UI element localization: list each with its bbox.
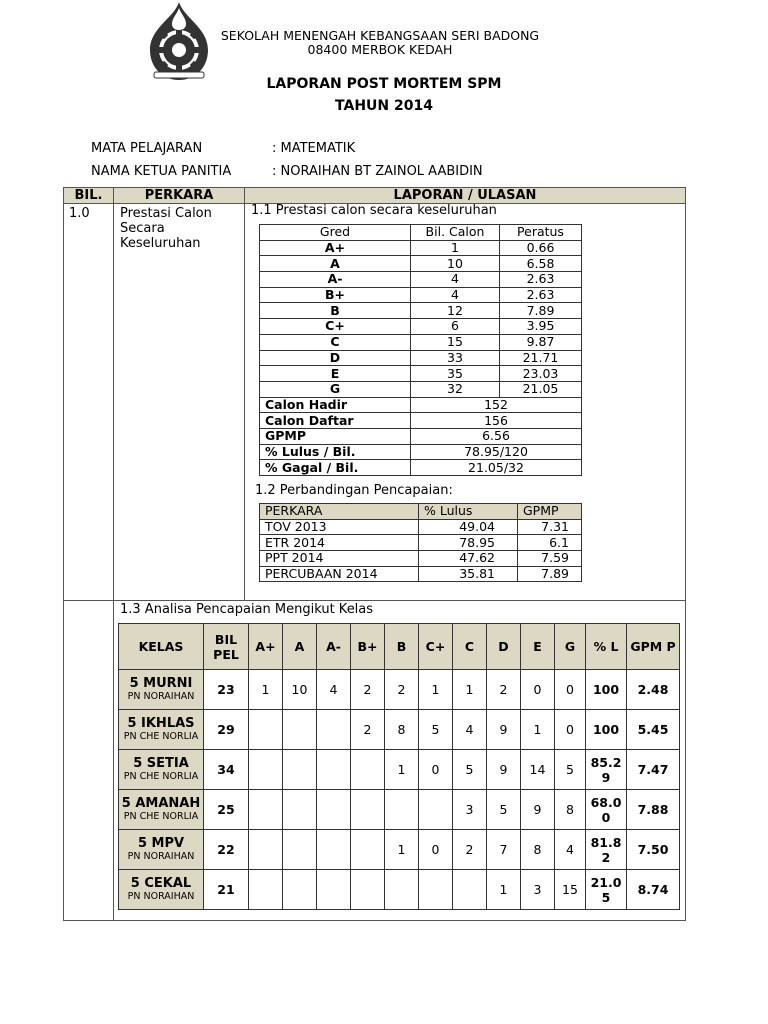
class-value-cell: 100 <box>586 670 627 710</box>
class-value-cell: 2 <box>351 710 385 750</box>
class-value-cell <box>385 870 419 910</box>
class-value-cell: 21.0 5 <box>586 870 627 910</box>
grade-row <box>260 303 582 319</box>
summary-row <box>260 397 582 413</box>
class-header-cell: D <box>487 624 521 670</box>
class-value-cell: 5 <box>487 790 521 830</box>
class-value-cell: 3 <box>453 790 487 830</box>
comparison-lulus: 49.04 <box>419 519 518 535</box>
class-value-cell: 7.50 <box>627 830 680 870</box>
class-value-cell: 4 <box>317 670 351 710</box>
class-value-cell: 1 <box>453 670 487 710</box>
class-value-cell <box>351 790 385 830</box>
class-row <box>119 790 680 830</box>
summary-value: 21.05/32 <box>411 460 582 476</box>
class-value-cell: 8 <box>555 790 586 830</box>
comparison-header-perkara: PERKARA <box>260 504 419 520</box>
section-1-3-heading: 1.3 Analisa Pencapaian Mengikut Kelas <box>120 602 374 617</box>
class-value-cell: 22 <box>204 830 249 870</box>
summary-row <box>260 428 582 444</box>
class-value-cell: 0 <box>555 670 586 710</box>
class-value-cell <box>283 790 317 830</box>
comparison-perkara: ETR 2014 <box>260 535 419 551</box>
class-value-cell: 7.47 <box>627 750 680 790</box>
grade-count-cell: 35 <box>411 366 500 382</box>
summary-label: % Gagal / Bil. <box>260 460 411 476</box>
subject-label: MATA PELAJARAN <box>91 141 203 156</box>
class-header-cell: B <box>385 624 419 670</box>
class-row <box>119 750 680 790</box>
grade-row <box>260 366 582 382</box>
summary-value: 152 <box>411 397 582 413</box>
class-value-cell: 5 <box>419 710 453 750</box>
class-teacher: PN CHE NORLIA <box>123 811 199 822</box>
grade-row <box>260 256 582 272</box>
class-value-cell: 0 <box>419 750 453 790</box>
grade-count-cell: 6 <box>411 319 500 335</box>
grade-table-header <box>260 225 582 241</box>
class-header-cell: E <box>521 624 555 670</box>
grade-count-cell: 33 <box>411 350 500 366</box>
class-value-cell: 7.88 <box>627 790 680 830</box>
class-value-cell <box>351 750 385 790</box>
grade-percent-cell: 21.05 <box>500 381 582 397</box>
class-value-cell <box>283 830 317 870</box>
class-value-cell <box>317 790 351 830</box>
comparison-row <box>260 551 582 567</box>
class-value-cell <box>419 870 453 910</box>
class-value-cell <box>351 830 385 870</box>
class-name: 5 IKHLAS <box>127 716 195 731</box>
class-value-cell: 1 <box>385 750 419 790</box>
class-value-cell: 5 <box>453 750 487 790</box>
grade-count-cell: 4 <box>411 287 500 303</box>
grade-row <box>260 350 582 366</box>
class-value-cell: 8 <box>521 830 555 870</box>
class-name-cell <box>119 750 204 790</box>
class-value-cell: 0 <box>521 670 555 710</box>
class-value-cell <box>317 870 351 910</box>
summary-value: 78.95/120 <box>411 444 582 460</box>
summary-row <box>260 413 582 429</box>
class-teacher: PN NORAIHAN <box>127 691 195 702</box>
class-value-cell <box>249 870 283 910</box>
grade-percent-cell: 23.03 <box>500 366 582 382</box>
grade-count-cell: 4 <box>411 272 500 288</box>
section-1-1-heading: 1.1 Prestasi calon secara keseluruhan <box>251 203 497 218</box>
grade-count-cell: 10 <box>411 256 500 272</box>
class-value-cell: 0 <box>555 710 586 750</box>
row1-perkara: Prestasi Calon Secara Keseluruhan <box>114 204 245 601</box>
grade-cell: G <box>260 381 411 397</box>
class-value-cell: 2.48 <box>627 670 680 710</box>
class-name: 5 SETIA <box>133 756 189 771</box>
class-value-cell: 68.0 0 <box>586 790 627 830</box>
class-value-cell: 1 <box>385 830 419 870</box>
comparison-perkara: TOV 2013 <box>260 519 419 535</box>
class-analysis-header-row <box>119 624 680 670</box>
class-value-cell: 21 <box>204 870 249 910</box>
class-value-cell: 1 <box>419 670 453 710</box>
class-name-cell <box>119 830 204 870</box>
class-value-cell: 29 <box>204 710 249 750</box>
summary-label: GPMP <box>260 428 411 444</box>
class-value-cell: 7 <box>487 830 521 870</box>
class-header-cell: B+ <box>351 624 385 670</box>
class-value-cell <box>453 870 487 910</box>
class-name-cell <box>119 870 204 910</box>
row1-bil: 1.0 <box>64 204 114 601</box>
grade-row <box>260 287 582 303</box>
class-name-cell <box>119 790 204 830</box>
class-value-cell <box>283 750 317 790</box>
grade-cell: C+ <box>260 319 411 335</box>
grade-percent-cell: 2.63 <box>500 287 582 303</box>
grade-distribution-table <box>259 224 582 476</box>
comparison-gpmp: 7.59 <box>518 551 582 567</box>
school-name: SEKOLAH MENENGAH KEBANGSAAN SERI BADONG <box>220 28 540 43</box>
comparison-row <box>260 566 582 582</box>
comparison-table <box>259 503 582 582</box>
class-row <box>119 670 680 710</box>
class-value-cell <box>249 750 283 790</box>
class-value-cell <box>385 790 419 830</box>
grade-count-cell: 15 <box>411 334 500 350</box>
class-teacher: PN CHE NORLIA <box>123 771 199 782</box>
class-name: 5 MURNI <box>129 676 193 691</box>
class-name: 5 MPV <box>137 836 185 851</box>
class-teacher: PN CHE NORLIA <box>123 731 199 742</box>
class-value-cell: 8 <box>385 710 419 750</box>
class-header-cell: GPM P <box>627 624 680 670</box>
class-value-cell: 3 <box>521 870 555 910</box>
section-1-2-heading: 1.2 Perbandingan Pencapaian: <box>255 483 453 498</box>
comparison-row <box>260 519 582 535</box>
grade-cell: C <box>260 334 411 350</box>
comparison-header-gpmp: GPMP <box>518 504 582 520</box>
main-header-row <box>64 188 686 204</box>
class-name: 5 CEKAL <box>130 876 192 891</box>
report-title: LAPORAN POST MORTEM SPM <box>266 76 502 92</box>
summary-label: Calon Hadir <box>260 397 411 413</box>
class-header-cell: C <box>453 624 487 670</box>
summary-label: Calon Daftar <box>260 413 411 429</box>
class-row <box>119 870 680 910</box>
grade-count-cell: 12 <box>411 303 500 319</box>
panel-head-value: : NORAIHAN BT ZAINOL AABIDIN <box>272 164 483 179</box>
comparison-lulus: 78.95 <box>419 535 518 551</box>
class-value-cell <box>283 870 317 910</box>
class-teacher: PN NORAIHAN <box>127 851 195 862</box>
class-value-cell: 2 <box>351 670 385 710</box>
class-value-cell: 4 <box>453 710 487 750</box>
grade-row <box>260 319 582 335</box>
class-name-cell <box>119 710 204 750</box>
class-value-cell: 34 <box>204 750 249 790</box>
grade-percent-cell: 6.58 <box>500 256 582 272</box>
class-header-cell: BIL PEL <box>204 624 249 670</box>
subject-value: : MATEMATIK <box>272 141 356 156</box>
grade-percent-cell: 0.66 <box>500 240 582 256</box>
class-value-cell: 2 <box>385 670 419 710</box>
summary-label: % Lulus / Bil. <box>260 444 411 460</box>
class-value-cell: 85.2 9 <box>586 750 627 790</box>
grade-cell: E <box>260 366 411 382</box>
grade-cell: B+ <box>260 287 411 303</box>
comparison-header-lulus: % Lulus <box>419 504 518 520</box>
class-value-cell: 9 <box>487 710 521 750</box>
class-value-cell: 23 <box>204 670 249 710</box>
class-name: 5 AMANAH <box>121 796 201 811</box>
grade-cell: A <box>260 256 411 272</box>
summary-value: 6.56 <box>411 428 582 444</box>
comparison-lulus: 47.62 <box>419 551 518 567</box>
class-value-cell: 100 <box>586 710 627 750</box>
col-laporan-header: LAPORAN / ULASAN <box>245 188 686 204</box>
grade-header-peratus: Peratus <box>500 225 582 241</box>
comparison-gpmp: 7.89 <box>518 566 582 582</box>
grade-cell: B <box>260 303 411 319</box>
class-value-cell <box>317 830 351 870</box>
class-value-cell: 1 <box>521 710 555 750</box>
summary-row <box>260 460 582 476</box>
comparison-gpmp: 7.31 <box>518 519 582 535</box>
class-value-cell: 15 <box>555 870 586 910</box>
school-address: 08400 MERBOK KEDAH <box>307 42 453 57</box>
class-row <box>119 830 680 870</box>
class-header-cell: C+ <box>419 624 453 670</box>
grade-percent-cell: 21.71 <box>500 350 582 366</box>
class-name-cell <box>119 670 204 710</box>
class-value-cell: 14 <box>521 750 555 790</box>
class-header-cell: A- <box>317 624 351 670</box>
grade-percent-cell: 7.89 <box>500 303 582 319</box>
class-value-cell: 5.45 <box>627 710 680 750</box>
row2-bil <box>64 601 114 921</box>
comparison-perkara: PERCUBAAN 2014 <box>260 566 419 582</box>
class-header-cell: A+ <box>249 624 283 670</box>
class-value-cell <box>317 750 351 790</box>
class-row <box>119 710 680 750</box>
comparison-perkara: PPT 2014 <box>260 551 419 567</box>
class-analysis-table <box>118 623 680 910</box>
class-value-cell <box>317 710 351 750</box>
class-value-cell: 81.8 2 <box>586 830 627 870</box>
panel-head-label: NAMA KETUA PANITIA <box>91 164 232 179</box>
grade-row <box>260 240 582 256</box>
grade-header-gred: Gred <box>260 225 411 241</box>
class-value-cell: 9 <box>521 790 555 830</box>
grade-row <box>260 381 582 397</box>
col-perkara-header: PERKARA <box>114 188 245 204</box>
class-value-cell: 4 <box>555 830 586 870</box>
class-header-cell: KELAS <box>119 624 204 670</box>
class-value-cell <box>283 710 317 750</box>
grade-row <box>260 334 582 350</box>
class-value-cell: 5 <box>555 750 586 790</box>
grade-percent-cell: 3.95 <box>500 319 582 335</box>
class-value-cell: 25 <box>204 790 249 830</box>
class-header-cell: % L <box>586 624 627 670</box>
grade-cell: A- <box>260 272 411 288</box>
class-header-cell: A <box>283 624 317 670</box>
class-value-cell: 8.74 <box>627 870 680 910</box>
class-value-cell: 2 <box>453 830 487 870</box>
class-value-cell <box>249 830 283 870</box>
class-value-cell <box>249 790 283 830</box>
col-bil-header: BIL. <box>64 188 114 204</box>
class-value-cell: 1 <box>487 870 521 910</box>
class-value-cell <box>249 710 283 750</box>
summary-row <box>260 444 582 460</box>
grade-cell: D <box>260 350 411 366</box>
class-teacher: PN NORAIHAN <box>127 891 195 902</box>
class-value-cell: 9 <box>487 750 521 790</box>
class-value-cell: 0 <box>419 830 453 870</box>
class-value-cell: 10 <box>283 670 317 710</box>
report-year: TAHUN 2014 <box>335 98 433 114</box>
grade-row <box>260 272 582 288</box>
class-value-cell <box>351 870 385 910</box>
grade-count-cell: 32 <box>411 381 500 397</box>
grade-percent-cell: 9.87 <box>500 334 582 350</box>
class-header-cell: G <box>555 624 586 670</box>
comparison-lulus: 35.81 <box>419 566 518 582</box>
comparison-gpmp: 6.1 <box>518 535 582 551</box>
grade-percent-cell: 2.63 <box>500 272 582 288</box>
summary-value: 156 <box>411 413 582 429</box>
grade-count-cell: 1 <box>411 240 500 256</box>
grade-header-bil: Bil. Calon <box>411 225 500 241</box>
grade-cell: A+ <box>260 240 411 256</box>
comparison-row <box>260 535 582 551</box>
class-value-cell: 2 <box>487 670 521 710</box>
class-value-cell <box>419 790 453 830</box>
class-value-cell: 1 <box>249 670 283 710</box>
comparison-header-row <box>260 504 582 520</box>
